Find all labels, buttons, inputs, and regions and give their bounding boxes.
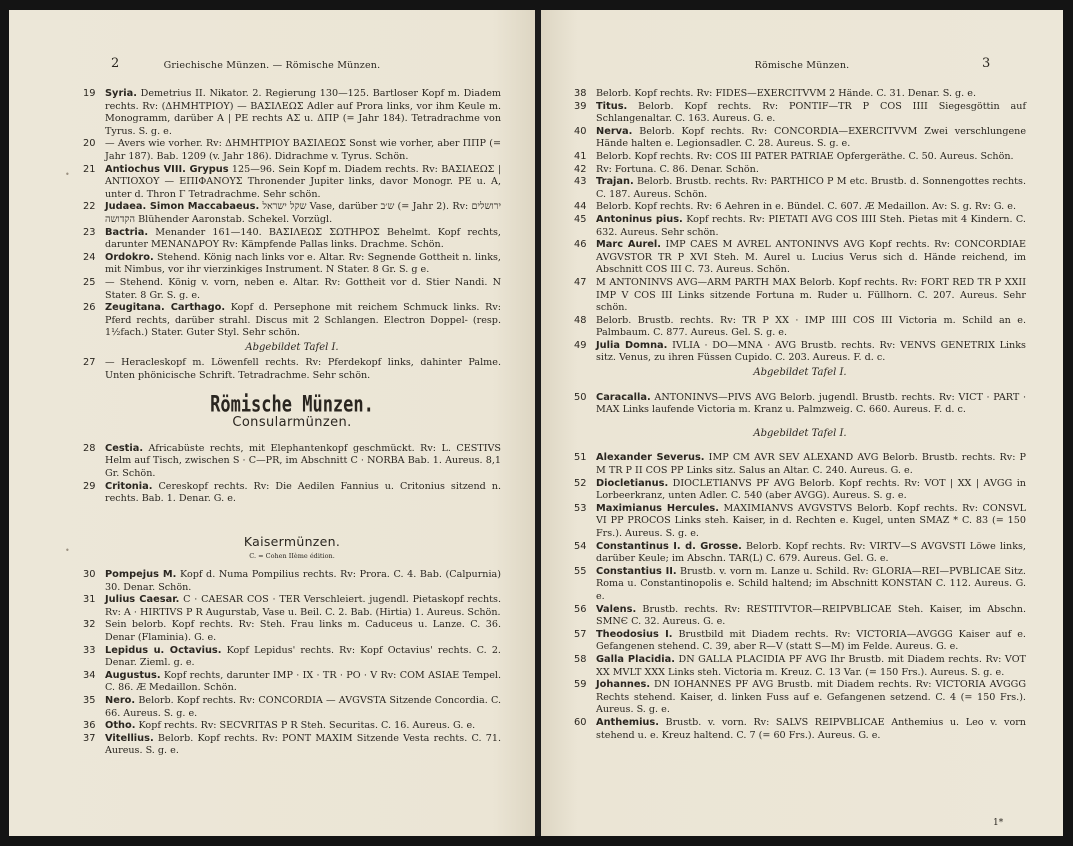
entry-number: 36 bbox=[83, 720, 96, 732]
entry-number: 51 bbox=[574, 452, 587, 464]
catalog-entry bbox=[83, 164, 501, 202]
entry-number: 19 bbox=[83, 88, 96, 99]
entry-number: 54 bbox=[574, 540, 587, 552]
entry-description: IMP CAES M AVREL ANTONINVS AVG Kopf rechts. Rv: CONCORDIAE AVGVSTOR TR P XVI Steh. M. Aurel u. Lucius Verus sich d. Hände reichend, im Abschnitt COS III C. 73. Aureus. Schön. bbox=[596, 239, 1026, 276]
entry-description: Kopf d. Numa Pompilius rechts. Rv: Prora. C. 4. Bab. (Calpurnia) 30. Denar. Schön. bbox=[105, 569, 501, 593]
entry-number: 48 bbox=[574, 314, 587, 326]
catalog-entry bbox=[574, 541, 1026, 566]
entry-headword: Theodosius I. bbox=[596, 628, 673, 640]
entry-description: Demetrius II. Nikator. 2. Regierung 130—125. Bartloser Kopf m. Diadem rechts. Rv: (ΔΗΜΗΤΡΙΟΥ) — ΒΑΣΙΛΕΩΣ Adler auf Prora links, vor ihm Keule m. Monogramm, darüber A | PE rechts ΑΣ u. ΔΠΡ (= Jahr 184). Tetradrachme von Tyrus. S. g. e. bbox=[105, 88, 501, 137]
figure-caption: Abgebildet Tafel I. bbox=[753, 427, 847, 439]
entry-description: IVLIA · DO—MNA · AVG Brustb. rechts. Rv: VENVS GENETRIX Links sitz. Venus, zu ihren Füssen Cupido. C. 203. Aureus. F. d. c. bbox=[596, 339, 1026, 364]
entry-headword: Julius Caesar. bbox=[105, 594, 180, 606]
left-column bbox=[83, 88, 501, 758]
right-column bbox=[574, 88, 1026, 742]
entry-headword: Constantius II. bbox=[596, 565, 677, 577]
entry-number: 31 bbox=[83, 594, 96, 606]
catalog-entry bbox=[83, 481, 501, 506]
running-head: Römische Münzen. bbox=[754, 60, 850, 71]
catalog-entry bbox=[574, 452, 1026, 477]
catalog-entry bbox=[574, 315, 1026, 340]
catalog-entry bbox=[83, 645, 501, 670]
entry-number: 30 bbox=[83, 569, 96, 580]
catalog-entry bbox=[574, 151, 1026, 164]
entry-description: Sein belorb. Kopf rechts. Rv: Steh. Frau links m. Caduceus u. Lanze. C. 36. Denar (Flaminia). G. e. bbox=[105, 619, 501, 643]
entry-description: Belorb. Brustb. rechts. Rv: TR P XX · IMP IIII COS III Victoria m. Schild an e. Palmbaum. C. 877. Aureus. Gel. S. g. e. bbox=[596, 314, 1026, 339]
entry-description: MAXIMIANVS AVGVSTVS Belorb. Kopf rechts. Rv: CONSVL VI PP PROCOS Links steh. Kaiser, in d. Rechten e. Kugel, unten SMAZ * C. 83 (= 150 Frs.). Aureus. S. g. e. bbox=[596, 502, 1026, 539]
entry-description: Kopf Lepidus' rechts. Rv: Kopf Octavius' rechts. C. 2. Denar. Zieml. g. e. bbox=[105, 644, 501, 669]
entry-group bbox=[83, 569, 501, 758]
entry-headword: Ordokro. bbox=[105, 251, 154, 263]
entry-number: 20 bbox=[83, 138, 96, 150]
entry-number: 25 bbox=[83, 276, 96, 288]
section-subtitle: Consularmünzen. bbox=[232, 415, 352, 431]
entry-description: Kopf rechts. Rv: SECVRITAS P R Steh. Securitas. C. 16. Aureus. G. e. bbox=[138, 720, 476, 732]
entry-group bbox=[83, 443, 501, 506]
entry-description: Kopf d. Persephone mit reichem Schmuck links. Rv: Pferd rechts, darüber strahl. Discus mit 2 Schlangen. Electron Doppel- (resp. 1½fach.) Stater. Guter Styl. Sehr schön. bbox=[105, 302, 501, 339]
margin-mark: • bbox=[65, 170, 70, 179]
catalog-entry bbox=[574, 654, 1026, 679]
entry-description: Menander 161—140. ΒΑΣΙΛΕΩΣ ΣΩΤΗΡΟΣ Behelmt. Kopf rechts, darunter ΜΕΝΑΝΔΡΟΥ Rv: Kämpfende Pallas links. Drachme. Schön. bbox=[105, 226, 501, 251]
entry-headword: Cestia. bbox=[105, 442, 144, 454]
entry-description: DIOCLETIANVS PF AVG Belorb. Kopf rechts. Rv: VOT | XX | AVGG in Lorbeerkranz, unten Adler. C. 540 (aber AVGG). Aureus. S. g. e. bbox=[596, 477, 1026, 502]
catalog-entry bbox=[574, 604, 1026, 629]
catalog-entry bbox=[574, 214, 1026, 239]
entry-description: שקל ישראל Vase, darüber ש׳ב (= Jahr 2). Rv: ירושלים הקדושה Blühender Aaronstab. Schekel. Vorzügl. bbox=[105, 201, 501, 225]
entry-number: 22 bbox=[83, 201, 96, 213]
entry-group bbox=[574, 452, 1026, 742]
entry-number: 52 bbox=[574, 477, 587, 489]
entry-headword: Valens. bbox=[596, 603, 637, 615]
entry-description: Belorb. Kopf rechts. Rv: COS III PATER PATRIAE Opfergeräthe. C. 50. Aureus. Schön. bbox=[596, 150, 1014, 162]
catalog-entry bbox=[574, 566, 1026, 604]
catalog-entry bbox=[83, 277, 501, 302]
entry-number: 49 bbox=[574, 339, 587, 351]
catalog-entry bbox=[83, 720, 501, 733]
catalog-entry bbox=[574, 101, 1026, 126]
entry-description: C · CAESAR COS · TER Verschleiert. jugendl. Pietaskopf rechts. Rv: A · HIRTIVS P R Augurstab, Vase u. Beil. C. 2. Bab. (Hirtia) 1. Aureus. Schön. bbox=[105, 594, 501, 618]
page-number: 3 bbox=[982, 56, 991, 71]
entry-number: 40 bbox=[574, 125, 587, 137]
entry-headword: Alexander Severus. bbox=[596, 452, 705, 464]
entry-description: DN IOHANNES PF AVG Brustb. mit Diadem rechts. Rv: VICTORIA AVGGG Rechts stehend. Kaiser, d. linken Fuss auf e. Gefangenen setzend. C. 4 (= 150 Frs.). Aureus. S. g. e. bbox=[596, 679, 1026, 716]
catalog-entry bbox=[83, 695, 501, 720]
catalog-entry bbox=[574, 176, 1026, 201]
entry-headword: Lepidus u. Octavius. bbox=[105, 644, 222, 656]
entry-number: 32 bbox=[83, 619, 96, 631]
entry-description: Belorb. Kopf rechts. Rv: PONT MAXIM Sitzende Vesta rechts. C. 71. Aureus. S. g. e. bbox=[105, 732, 501, 757]
signature-mark: 1* bbox=[993, 818, 1004, 828]
catalog-entry bbox=[574, 239, 1026, 277]
entry-number: 34 bbox=[83, 669, 96, 681]
entry-description: Brustb. rechts. Rv: RESTITVTOR—REIPVBLICAE Steh. Kaiser, im Abschn. SMNЄ C. 32. Aureus. G. e. bbox=[596, 603, 1026, 628]
entry-number: 44 bbox=[574, 201, 587, 213]
entry-number: 27 bbox=[83, 357, 96, 369]
entry-number: 24 bbox=[83, 251, 96, 263]
entry-headword: Julia Domna. bbox=[596, 339, 668, 351]
entry-headword: Caracalla. bbox=[596, 391, 651, 403]
entry-description: Brustb. v. vorn m. Lanze u. Schild. Rv: GLORIA—REI—PVBLICAE Sitz. Roma u. Constantinopolis e. Schild haltend; im Abschnitt KONSTAN C. 112. Aureus. G. e. bbox=[596, 565, 1026, 602]
entry-description: Kopf rechts. Rv: PIETATI AVG COS IIII Steh. Pietas mit 4 Kindern. C. 632. Aureus. Sehr schön. bbox=[596, 213, 1026, 238]
entry-number: 33 bbox=[83, 644, 96, 656]
entry-headword: Antoninus pius. bbox=[596, 213, 683, 225]
entry-headword: Nerva. bbox=[596, 125, 633, 137]
catalog-entry bbox=[83, 88, 501, 138]
entry-number: 57 bbox=[574, 628, 587, 640]
entry-headword: Zeugitana. Carthago. bbox=[105, 302, 226, 314]
entry-headword: Maximianus Hercules. bbox=[596, 502, 719, 514]
catalog-entry bbox=[574, 717, 1026, 742]
right-page bbox=[541, 10, 1063, 836]
entry-headword: Constantinus I. d. Grosse. bbox=[596, 540, 742, 552]
entry-number: 35 bbox=[83, 694, 96, 706]
page-number: 2 bbox=[111, 56, 120, 71]
catalog-entry bbox=[83, 443, 501, 481]
catalog-entry bbox=[83, 733, 501, 758]
entry-description: M ANTONINVS AVG—ARM PARTH MAX Belorb. Kopf rechts. Rv: FORT RED TR P XXII IMP V COS III Links sitzende Fortuna m. Ruder u. Füllhorn. C. 207. Aureus. Sehr schön. bbox=[596, 276, 1026, 314]
entry-headword: Judaea. Simon Maccabaeus. bbox=[105, 201, 260, 213]
entry-number: 43 bbox=[574, 176, 587, 188]
entry-number: 60 bbox=[574, 716, 587, 728]
catalog-entry bbox=[83, 594, 501, 619]
entry-description: Belorb. Kopf rechts. Rv: 6 Aehren in e. Bündel. C. 607. Æ Medaillon. Av: S. g. Rv: G. e. bbox=[596, 201, 1017, 213]
entry-number: 56 bbox=[574, 603, 587, 615]
catalog-entry bbox=[83, 357, 501, 382]
entry-headword: Johannes. bbox=[596, 679, 651, 691]
entry-headword: Pompejus M. bbox=[105, 569, 177, 580]
entry-description: — Heracleskopf m. Löwenfell rechts. Rv: Pferdekopf links, dahinter Palme. Unten phönicische Schrift. Tetradrachme. Sehr schön. bbox=[105, 357, 501, 382]
entry-description: Brustbild mit Diadem rechts. Rv: VICTORIA—AVGGG Kaiser auf e. Gefangenen stehend. C. 39, aber R—V (statt S—M) im Felde. Aureus. G. e. bbox=[596, 628, 1026, 653]
entry-number: 28 bbox=[83, 442, 96, 454]
entry-headword: Anthemius. bbox=[596, 716, 659, 728]
entry-description: — Stehend. König v. vorn, neben e. Altar. Rv: Gottheit vor d. Stier Nandi. N Stater. 8 Gr. S. g. e. bbox=[105, 276, 501, 301]
entry-headword: Critonia. bbox=[105, 480, 153, 492]
entry-description: Africabüste rechts, mit Elephantenkopf geschmückt. Rv: L. CESTIVS Helm auf Tisch, zwischen S · C—PR, im Abschnitt C · NORBA Bab. 1. Aureus. 8,1 Gr. Schön. bbox=[105, 442, 501, 480]
entry-headword: Diocletianus. bbox=[596, 477, 669, 489]
entry-description: Belorb. Kopf rechts. Rv: PONTIF—TR P COS IIII Siegesgöttin auf Schlangenaltar. C. 163. Aureus. G. e. bbox=[596, 100, 1026, 125]
catalog-entry bbox=[574, 88, 1026, 101]
entry-description: Belorb. Kopf rechts. Rv: CONCORDIA—EXERCITVVM Zwei verschlungene Hände halten e. Legionsadler. C. 28. Aureus. S. g. e. bbox=[596, 125, 1026, 150]
entry-number: 55 bbox=[574, 565, 587, 577]
entry-number: 58 bbox=[574, 653, 587, 665]
entry-headword: Marc Aurel. bbox=[596, 239, 661, 251]
entry-description: IMP CM AVR SEV ALEXAND AVG Belorb. Brustb. rechts. Rv: P M TR P II COS PP Links sitz. Salus an Altar. C. 240. Aureus. G. e. bbox=[596, 452, 1026, 477]
entry-description: Cereskopf rechts. Rv: Die Aedilen Fannius u. Critonius sitzend n. rechts. Bab. 1. Denar. G. e. bbox=[105, 480, 501, 505]
catalog-entry bbox=[574, 392, 1026, 417]
entry-number: 59 bbox=[574, 679, 587, 691]
entry-number: 41 bbox=[574, 150, 587, 162]
entry-number: 50 bbox=[574, 391, 587, 403]
entry-description: DN GALLA PLACIDIA PF AVG Ihr Brustb. mit Diadem rechts. Rv: VOT XX MVLT XXX Links steh. Victoria m. Kreuz. C. 13 Var. (= 150 Frs.). Aureus. S. g. e. bbox=[596, 653, 1026, 678]
entry-headword: Galla Placidia. bbox=[596, 653, 675, 665]
entry-number: 38 bbox=[574, 88, 587, 99]
entry-number: 45 bbox=[574, 213, 587, 225]
entry-headword: Nero. bbox=[105, 694, 136, 706]
catalog-entry bbox=[83, 302, 501, 340]
entry-description: Belorb. Kopf rechts. Rv: VIRTV—S AVGVSTI Löwe links, darüber Keule; im Abschn. TAR(L) C. 679. Aureus. Gel. G. e. bbox=[596, 540, 1026, 565]
entry-number: 29 bbox=[83, 480, 96, 492]
entry-description: Rv: Fortuna. C. 86. Denar. Schön. bbox=[596, 163, 759, 175]
figure-caption: Abgebildet Tafel I. bbox=[245, 341, 339, 353]
entry-description: Kopf rechts, darunter IMP · IX · TR · PO · V Rv: COM ASIAE Tempel. C. 86. Æ Medaillon. Schön. bbox=[105, 669, 501, 694]
running-head: Griechische Münzen. — Römische Münzen. bbox=[163, 60, 381, 71]
entry-description: Belorb. Kopf rechts. Rv: FIDES—EXERCITVVM 2 Hände. C. 31. Denar. S. g. e. bbox=[596, 88, 977, 99]
entry-number: 46 bbox=[574, 239, 587, 251]
entry-headword: Titus. bbox=[596, 100, 628, 112]
catalog-entry bbox=[83, 227, 501, 252]
entry-headword: Trajan. bbox=[596, 176, 634, 188]
entry-description: — Avers wie vorher. Rv: ΔΗΜΗΤΡΙΟΥ ΒΑΣΙΛΕΩΣ Sonst wie vorher, aber ΠΠΡ (= Jahr 187). Bab. 1209 (v. Jahr 186). Didrachme v. Tyrus. Schön. bbox=[105, 138, 501, 162]
catalog-entry bbox=[574, 629, 1026, 654]
section-title: Kaisermünzen. bbox=[243, 533, 341, 549]
section-note: C. = Cohen IIème édition. bbox=[249, 552, 335, 561]
catalog-entry bbox=[574, 340, 1026, 365]
catalog-entry bbox=[574, 679, 1026, 717]
left-page bbox=[9, 10, 535, 836]
entry-number: 21 bbox=[83, 163, 96, 175]
entry-description: Brustb. v. vorn. Rv: SALVS REIPVBLICAE Anthemius u. Leo v. vorn stehend u. e. Kreuz haltend. C. 7 (= 60 Frs.). Aureus. G. e. bbox=[596, 716, 1026, 741]
catalog-entry bbox=[83, 138, 501, 163]
entry-description: Belorb. Brustb. rechts. Rv: PARTHICO P M etc. Brustb. d. Sonnengottes rechts. C. 187. Aureus. Schön. bbox=[596, 176, 1026, 200]
entry-description: ANTONINVS—PIVS AVG Belorb. jugendl. Brustb. rechts. Rv: VICT · PART · MAX Links laufende Victoria m. Kranz u. Palmzweig. C. 660. Aureus. F. d. c. bbox=[596, 391, 1026, 416]
catalog-entry bbox=[574, 277, 1026, 315]
figure-caption: Abgebildet Tafel I. bbox=[753, 367, 847, 379]
catalog-entry bbox=[574, 201, 1026, 214]
catalog-entry bbox=[83, 252, 501, 277]
margin-mark: • bbox=[65, 546, 70, 555]
entry-headword: Antiochus VIII. Grypus bbox=[105, 163, 229, 175]
section-title: Römische Münzen. bbox=[210, 391, 374, 418]
entry-headword: Otho. bbox=[105, 720, 136, 732]
entry-group bbox=[83, 88, 501, 340]
entry-description: Stehend. König nach links vor e. Altar. Rv: Segnende Gottheit n. links, mit Nimbus, vor ihr vierzinkiges Instrument. N Stater. 8 Gr. S. g e. bbox=[105, 251, 501, 276]
entry-group bbox=[83, 357, 501, 382]
entry-number: 37 bbox=[83, 732, 96, 744]
entry-headword: Vitellius. bbox=[105, 732, 154, 744]
entry-number: 26 bbox=[83, 302, 96, 314]
entry-group bbox=[574, 392, 1026, 417]
entry-headword: Bactria. bbox=[105, 226, 149, 238]
entry-number: 23 bbox=[83, 226, 96, 238]
catalog-entry bbox=[83, 619, 501, 644]
catalog-entry bbox=[574, 126, 1026, 151]
entry-number: 39 bbox=[574, 100, 587, 112]
catalog-entry bbox=[83, 569, 501, 594]
entry-number: 42 bbox=[574, 163, 587, 175]
entry-description: Belorb. Kopf rechts. Rv: CONCORDIA — AVGVSTA Sitzende Concordia. C. 66. Aureus. S. g. e. bbox=[105, 694, 501, 719]
catalog-entry bbox=[574, 503, 1026, 541]
entry-group bbox=[574, 88, 1026, 365]
entry-description: 125—96. Sein Kopf m. Diadem rechts. Rv: ΒΑΣΙΛΕΩΣ | ΑΝΤΙΟΧΟΥ — ΕΠΙΦΑΝΟΥΣ Thronender Jupiter links, davor Monogr. PE u. A, unter d. Thron Γ Tetradrachme. Sehr schön. bbox=[105, 163, 501, 200]
catalog-entry bbox=[83, 201, 501, 226]
entry-number: 53 bbox=[574, 502, 587, 514]
entry-headword: Augustus. bbox=[105, 669, 161, 681]
catalog-entry bbox=[574, 478, 1026, 503]
catalog-entry bbox=[83, 670, 501, 695]
entry-headword: Syria. bbox=[105, 88, 137, 99]
entry-number: 47 bbox=[574, 276, 587, 288]
catalog-entry bbox=[574, 164, 1026, 177]
